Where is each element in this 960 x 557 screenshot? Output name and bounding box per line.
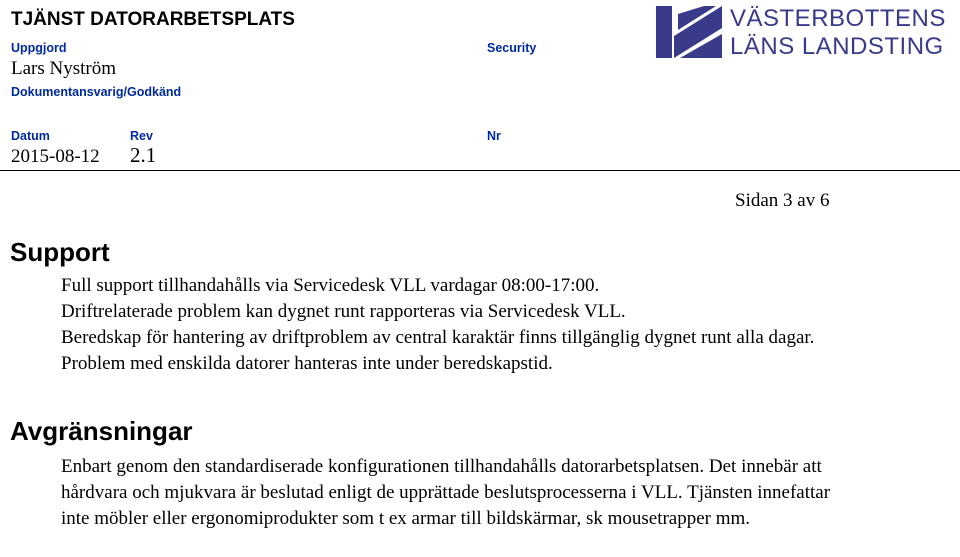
rev-label: Rev [130,129,153,143]
logo-mark-icon [656,6,722,58]
nr-label: Nr [487,129,501,143]
rev-value: 2.1 [130,143,157,167]
paragraph: Full support tillhandahålls via Servicedesk VLL vardagar 08:00-17:00. [61,275,600,296]
prepared-label: Uppgjord [11,41,67,55]
logo-line-1: VÄSTERBOTTENS [730,5,946,32]
paragraph: Enbart genom den standardiserade konfigurationen tillhandahålls datorarbetsplatsen. Det innebär att hårdvara och mjukvara är beslutad enligt de upprättade beslutsprocesserna i VLL. Tjänsten innefattar inte möbler eller ergonomiprodukter som t ex armar till bildskärmar, sk mousetrapper mm. [61,456,831,529]
header-divider [0,170,960,171]
section-heading-limitations: Avgränsningar [10,416,193,446]
section-body-support [61,273,871,377]
section-heading-support: Support [10,237,110,267]
paragraph: Beredskap för hantering av driftproblem av central karaktär finns tillgänglig dygnet runt alla dagar. Problem med enskilda datorer hanteras inte under beredskapstid. [61,327,815,374]
paragraph: Driftrelaterade problem kan dygnet runt rapporteras via Servicedesk VLL. [61,301,626,322]
responsible-label: Dokumentansvarig/Godkänd [11,85,182,99]
document-title: TJÄNST DATORARBETSPLATS [11,9,295,30]
logo-line-2: LÄNS LANDSTING [730,33,944,60]
security-label: Security [487,41,537,55]
date-value: 2015-08-12 [11,146,100,167]
section-body-limitations [61,454,861,532]
logo [656,4,946,60]
prepared-value: Lars Nyström [11,58,117,79]
date-label: Datum [11,129,50,143]
page-indicator: Sidan 3 av 6 [735,190,830,211]
